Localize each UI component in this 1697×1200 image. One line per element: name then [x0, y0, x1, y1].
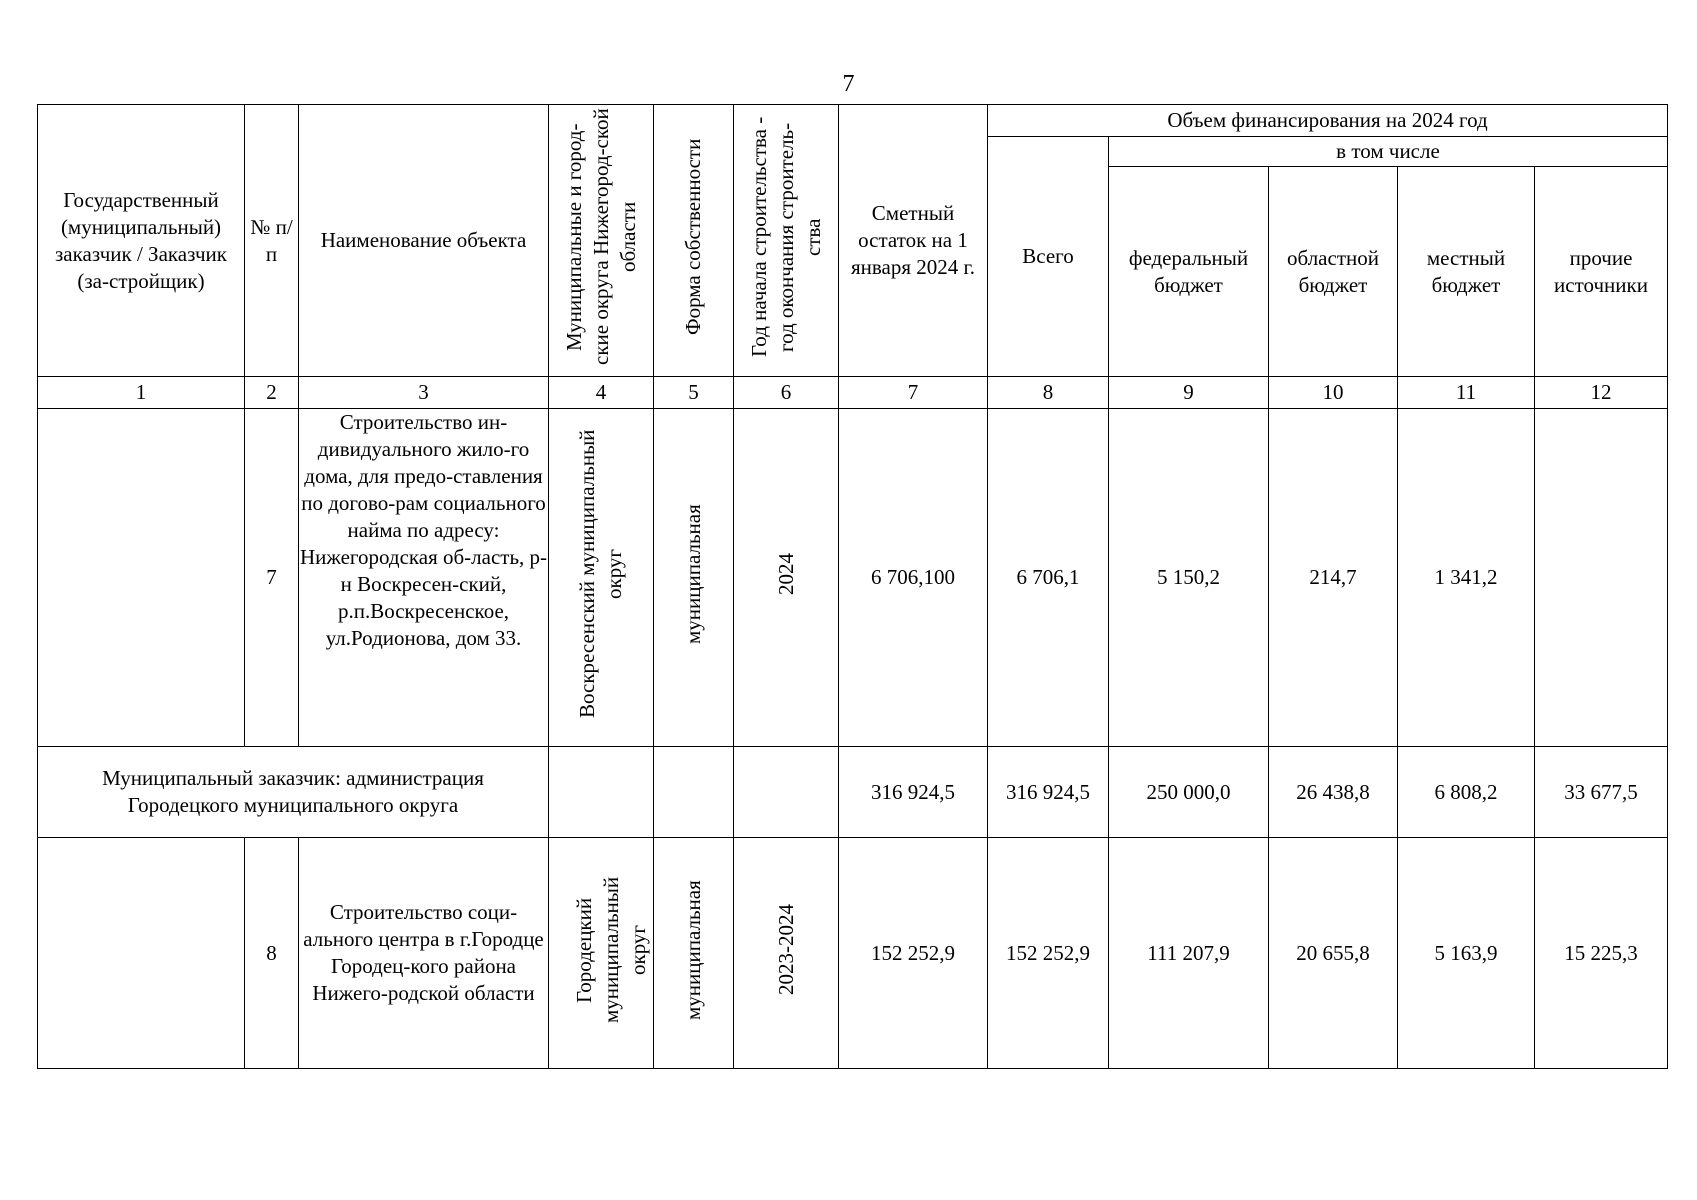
column-number: 1 — [38, 377, 245, 409]
column-number: 12 — [1535, 377, 1668, 409]
table-row — [38, 409, 1668, 747]
row-num: 8 — [245, 838, 299, 1069]
header-financing-title: Объем финансирования на 2024 год — [988, 105, 1668, 137]
row-municipality: Городецкий муниципальный округ — [572, 876, 650, 1023]
header-municipality-cell — [549, 105, 654, 377]
header-years-cell — [734, 105, 839, 377]
row-ownership: муниципальная — [681, 879, 705, 1020]
customer-name: Муниципальный заказчик: администрация Городецкого муниципального округа — [38, 747, 549, 838]
column-number: 3 — [299, 377, 549, 409]
column-number: 11 — [1398, 377, 1535, 409]
row-total: 6 706,1 — [988, 409, 1109, 747]
row-other: 33 677,5 — [1535, 747, 1668, 838]
header-ownership-cell — [654, 105, 734, 377]
header-including: в том числе — [1109, 137, 1668, 167]
row-local: 6 808,2 — [1398, 747, 1535, 838]
column-number: 7 — [839, 377, 988, 409]
row-other: 15 225,3 — [1535, 838, 1668, 1069]
row-customer — [38, 409, 245, 747]
column-number: 9 — [1109, 377, 1269, 409]
row-ownership: муниципальная — [681, 504, 705, 644]
header-municipality: Муниципальные и город-ские округа Нижегород-ской области — [561, 108, 640, 366]
row-federal: 5 150,2 — [1109, 409, 1269, 747]
row-regional: 214,7 — [1269, 409, 1398, 747]
empty-cell — [734, 747, 839, 838]
row-object-name — [299, 409, 549, 747]
financing-table — [37, 104, 1668, 1069]
column-numbers-row — [38, 377, 1668, 409]
row-years-cell — [734, 838, 839, 1069]
row-remainder: 316 924,5 — [839, 747, 988, 838]
header-local: местный бюджет — [1398, 167, 1535, 377]
header-customer: Государственный (муниципальный) заказчик / Заказчик (за-стройщик) — [38, 105, 245, 377]
row-remainder: 152 252,9 — [839, 838, 988, 1069]
header-years: Год начала строительства - год окончания строитель-ства — [746, 116, 825, 358]
row-years-cell — [734, 409, 839, 747]
header-total: Всего — [988, 137, 1109, 377]
row-object-name — [299, 838, 549, 1069]
row-municipality-cell — [549, 838, 654, 1069]
header-remainder: Сметный остаток на 1 января 2024 г. — [839, 105, 988, 377]
header-row-1 — [38, 105, 1668, 137]
column-number: 6 — [734, 377, 839, 409]
row-years: 2024 — [773, 553, 798, 595]
header-regional: областной бюджет — [1269, 167, 1398, 377]
header-federal: федеральный бюджет — [1109, 167, 1269, 377]
page-number: 7 — [842, 71, 855, 97]
row-total: 152 252,9 — [988, 838, 1109, 1069]
row-local: 5 163,9 — [1398, 838, 1535, 1069]
row-local: 1 341,2 — [1398, 409, 1535, 747]
row-federal: 111 207,9 — [1109, 838, 1269, 1069]
row-total: 316 924,5 — [988, 747, 1109, 838]
row-municipality-cell — [549, 409, 654, 747]
row-regional: 20 655,8 — [1269, 838, 1398, 1069]
column-number: 8 — [988, 377, 1109, 409]
row-remainder: 6 706,100 — [839, 409, 988, 747]
header-num: № п/п — [245, 105, 299, 377]
row-ownership-cell — [654, 838, 734, 1069]
row-other — [1535, 409, 1668, 747]
row-num: 7 — [245, 409, 299, 747]
row-ownership-cell — [654, 409, 734, 747]
row-object-name-text: Строительство соци-ального центра в г.Городце Городец-кого района Нижего-родской области — [303, 900, 544, 1005]
row-customer — [38, 838, 245, 1069]
column-number: 10 — [1269, 377, 1398, 409]
customer-row — [38, 747, 1668, 838]
table-row — [38, 838, 1668, 1069]
row-federal: 250 000,0 — [1109, 747, 1269, 838]
header-ownership: Форма собственности — [681, 138, 705, 336]
column-number: 5 — [654, 377, 734, 409]
row-regional: 26 438,8 — [1269, 747, 1398, 838]
header-other: прочие источники — [1535, 167, 1668, 377]
row-years: 2023-2024 — [773, 904, 798, 995]
column-number: 4 — [549, 377, 654, 409]
row-municipality: Воскресенский муниципальный округ — [575, 429, 626, 719]
header-object-name: Наименование объекта — [299, 105, 549, 377]
column-number: 2 — [245, 377, 299, 409]
empty-cell — [549, 747, 654, 838]
empty-cell — [654, 747, 734, 838]
row-object-name-text: Строительство ин-дивидуального жило-го дома, для предо-ставления по догово-рам социального найма по адресу: Нижегородская об-ласть, р-н Воскресен-ский, р.п.Воскресенское, ул.Родионова, дом 33. — [299, 410, 548, 650]
